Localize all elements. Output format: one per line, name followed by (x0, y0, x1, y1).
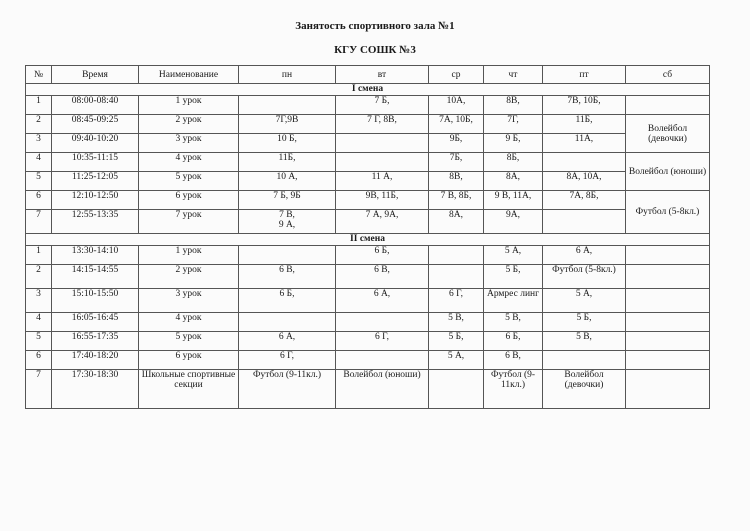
cell-tue: 7 Б, (336, 96, 429, 115)
cell-fri: Футбол (5-8кл.) (543, 265, 626, 289)
cell-name: 2 урок (139, 115, 239, 134)
schedule-table (25, 65, 710, 409)
cell-tue (336, 351, 429, 370)
cell-sat (626, 370, 710, 409)
cell-wed: 6 Г, (429, 289, 484, 313)
cell-wed: 7Б, (429, 153, 484, 172)
cell-name: 1 урок (139, 96, 239, 115)
cell-time: 10:35-11:15 (52, 153, 139, 172)
col-header-thu: чт (484, 66, 543, 84)
col-header-mon: пн (239, 66, 336, 84)
cell-time: 13:30-14:10 (52, 246, 139, 265)
cell-tue: 6 Г, (336, 332, 429, 351)
cell-wed: 7А, 10Б, (429, 115, 484, 134)
cell-fri: 5 А, (543, 289, 626, 313)
col-header-sat: сб (626, 66, 710, 84)
cell-fri: 5 Б, (543, 313, 626, 332)
cell-num: 3 (26, 134, 52, 153)
cell-fri (543, 153, 626, 172)
shift-1-label: I смена (26, 84, 710, 96)
cell-time: 08:45-09:25 (52, 115, 139, 134)
cell-name: 5 урок (139, 172, 239, 191)
cell-time: 17:40-18:20 (52, 351, 139, 370)
cell-fri: 7А, 8Б, (543, 191, 626, 210)
cell-thu: 9А, (484, 210, 543, 234)
page-subtitle: КГУ СОШК №3 (334, 44, 416, 56)
cell-time: 11:25-12:05 (52, 172, 139, 191)
cell-thu: 5 В, (484, 313, 543, 332)
cell-time: 12:10-12:50 (52, 191, 139, 210)
cell-wed: 5 Б, (429, 332, 484, 351)
cell-fri: Волейбол (девочки) (543, 370, 626, 409)
cell-tue: 7 Г, 8В, (336, 115, 429, 134)
cell-sat (626, 313, 710, 332)
cell-num: 2 (26, 115, 52, 134)
table-row (26, 210, 710, 234)
cell-tue: Волейбол (юноши) (336, 370, 429, 409)
table-row (26, 153, 710, 172)
cell-num: 2 (26, 265, 52, 289)
cell-num: 6 (26, 191, 52, 210)
cell-name: 3 урок (139, 134, 239, 153)
cell-sat: Футбол (5-8кл.) (626, 191, 710, 234)
cell-sat (626, 96, 710, 115)
cell-name: 6 урок (139, 351, 239, 370)
cell-fri (543, 351, 626, 370)
cell-tue (336, 134, 429, 153)
cell-thu: 5 А, (484, 246, 543, 265)
cell-thu: 6 Б, (484, 332, 543, 351)
cell-thu: Футбол (9-11кл.) (484, 370, 543, 409)
cell-wed: 5 В, (429, 313, 484, 332)
cell-thu: 6 В, (484, 351, 543, 370)
table-row (26, 134, 710, 153)
cell-fri: 11А, (543, 134, 626, 153)
cell-mon: 10 А, (239, 172, 336, 191)
cell-wed: 8В, (429, 172, 484, 191)
cell-time: 16:55-17:35 (52, 332, 139, 351)
cell-name: 6 урок (139, 191, 239, 210)
col-header-num: № (26, 66, 52, 84)
cell-tue: 9В, 11Б, (336, 191, 429, 210)
shift-2-label: II смена (26, 234, 710, 246)
cell-name: 2 урок (139, 265, 239, 289)
cell-fri (543, 210, 626, 234)
col-header-tue: вт (336, 66, 429, 84)
cell-num: 4 (26, 313, 52, 332)
cell-sat (626, 265, 710, 289)
cell-sat (626, 289, 710, 313)
cell-mon: 10 Б, (239, 134, 336, 153)
cell-name: 4 урок (139, 153, 239, 172)
col-header-time: Время (52, 66, 139, 84)
table-row (26, 96, 710, 115)
cell-fri: 7В, 10Б, (543, 96, 626, 115)
cell-name: 5 урок (139, 332, 239, 351)
cell-num: 3 (26, 289, 52, 313)
cell-thu: Армрес линг (484, 289, 543, 313)
cell-thu: 5 Б, (484, 265, 543, 289)
cell-fri: 11Б, (543, 115, 626, 134)
table-row (26, 172, 710, 191)
cell-tue: 7 А, 9А, (336, 210, 429, 234)
cell-wed: 5 А, (429, 351, 484, 370)
cell-thu: 8Б, (484, 153, 543, 172)
cell-tue (336, 153, 429, 172)
cell-wed: 9Б, (429, 134, 484, 153)
cell-sat (626, 332, 710, 351)
cell-mon: Футбол (9-11кл.) (239, 370, 336, 409)
cell-tue: 6 А, (336, 289, 429, 313)
cell-mon (239, 313, 336, 332)
cell-time: 17:30-18:30 (52, 370, 139, 409)
cell-num: 4 (26, 153, 52, 172)
cell-mon: 7 Б, 9Б (239, 191, 336, 210)
cell-tue: 6 В, (336, 265, 429, 289)
cell-sat: Волейбол (девочки) (626, 115, 710, 153)
shift-2-header (26, 234, 710, 246)
cell-thu: 7Г, (484, 115, 543, 134)
cell-num: 5 (26, 332, 52, 351)
table-row (26, 370, 710, 409)
cell-time: 15:10-15:50 (52, 289, 139, 313)
cell-mon (239, 96, 336, 115)
cell-thu: 8А, (484, 172, 543, 191)
cell-mon: 6 А, (239, 332, 336, 351)
cell-name: Школьные спортивные секции (139, 370, 239, 409)
cell-num: 7 (26, 370, 52, 409)
cell-mon: 7Г,9В (239, 115, 336, 134)
col-header-wed: ср (429, 66, 484, 84)
cell-mon: 6 Б, (239, 289, 336, 313)
cell-thu: 8В, (484, 96, 543, 115)
cell-wed (429, 265, 484, 289)
table-row (26, 313, 710, 332)
col-header-name: Наименование (139, 66, 239, 84)
cell-thu: 9 В, 11А, (484, 191, 543, 210)
cell-name: 3 урок (139, 289, 239, 313)
cell-num: 6 (26, 351, 52, 370)
cell-name: 1 урок (139, 246, 239, 265)
cell-name: 7 урок (139, 210, 239, 234)
cell-tue: 6 Б, (336, 246, 429, 265)
cell-mon: 6 В, (239, 265, 336, 289)
cell-time: 14:15-14:55 (52, 265, 139, 289)
cell-wed (429, 370, 484, 409)
cell-name: 4 урок (139, 313, 239, 332)
cell-mon: 6 Г, (239, 351, 336, 370)
cell-fri: 8А, 10А, (543, 172, 626, 191)
table-row (26, 332, 710, 351)
cell-mon (239, 246, 336, 265)
page-title: Занятость спортивного зала №1 (295, 20, 455, 32)
cell-num: 1 (26, 246, 52, 265)
cell-time: 12:55-13:35 (52, 210, 139, 234)
cell-fri: 5 В, (543, 332, 626, 351)
cell-sat (626, 351, 710, 370)
cell-num: 7 (26, 210, 52, 234)
table-row (26, 191, 710, 210)
cell-num: 1 (26, 96, 52, 115)
cell-sat: Волейбол (юноши) (626, 153, 710, 191)
cell-time: 09:40-10:20 (52, 134, 139, 153)
cell-wed: 10А, (429, 96, 484, 115)
table-row (26, 265, 710, 289)
cell-num: 5 (26, 172, 52, 191)
shift-1-header (26, 84, 710, 96)
table-row (26, 115, 710, 134)
cell-wed: 8А, (429, 210, 484, 234)
cell-tue (336, 313, 429, 332)
header-row (26, 66, 710, 84)
cell-time: 08:00-08:40 (52, 96, 139, 115)
cell-tue: 11 А, (336, 172, 429, 191)
cell-time: 16:05-16:45 (52, 313, 139, 332)
cell-sat (626, 246, 710, 265)
col-header-fri: пт (543, 66, 626, 84)
cell-thu: 9 Б, (484, 134, 543, 153)
table-row (26, 289, 710, 313)
table-row (26, 351, 710, 370)
cell-fri: 6 А, (543, 246, 626, 265)
cell-wed: 7 В, 8Б, (429, 191, 484, 210)
cell-mon: 11Б, (239, 153, 336, 172)
table-row (26, 246, 710, 265)
cell-wed (429, 246, 484, 265)
cell-mon: 7 В, 9 А, (239, 210, 336, 234)
